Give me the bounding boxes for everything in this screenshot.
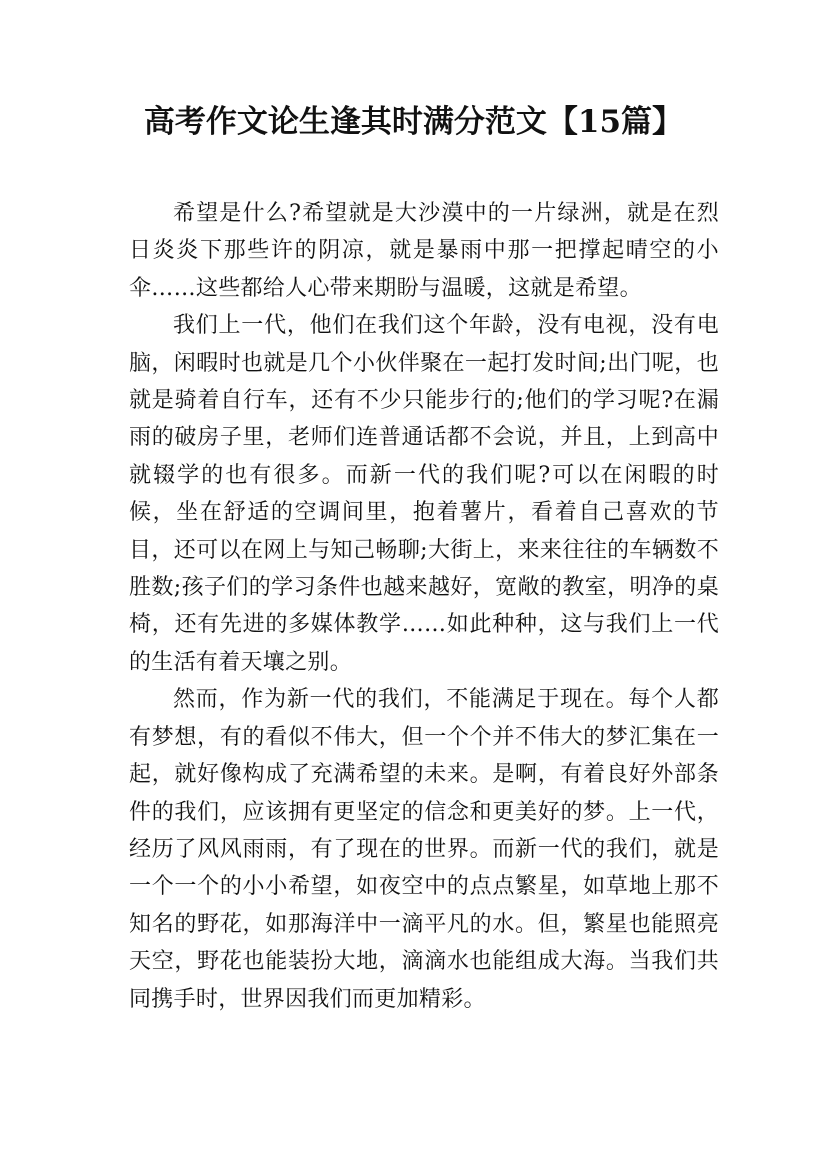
- paragraph-1: 希望是什么?希望就是大沙漠中的一片绿洲，就是在烈日炎炎下那些许的阴凉，就是暴雨中那一把撑起晴空的小伞……这些都给人心带来期盼与温暖，这就是希望。: [129, 201, 719, 301]
- document-title: 高考作文论生逢其时满分范文【15篇】: [143, 104, 684, 140]
- paragraph-3: 然而，作为新一代的我们，不能满足于现在。每个人都有梦想，有的看似不伟大，但一个个并不伟大的梦汇集在一起，就好像构成了充满希望的未来。是啊，有着良好外部条件的我们，应该拥有更坚定的信念和更美好的梦。上一代，经历了风风雨雨，有了现在的世界。而新一代的我们，就是一个一个的小小希望，如夜空中的点点繁星，如草地上那不知名的野花，如那海洋中一滴平凡的水。但，繁星也能照亮天空，野花也能装扮大地，滴滴水也能组成大海。当我们共同携手时，世界因我们而更加精彩。: [129, 687, 719, 1012]
- document-body: [129, 195, 719, 1018]
- paragraph-2: 我们上一代，他们在我们这个年龄，没有电视，没有电脑，闲暇时也就是几个小伙伴聚在一起打发时间;出门呢，也就是骑着自行车，还有不少只能步行的;他们的学习呢?在漏雨的破房子里，老师们连普通话都不会说，并且，上到高中就辍学的也有很多。而新一代的我们呢?可以在闲暇的时候，坐在舒适的空调间里，抱着薯片，看着自己喜欢的节目，还可以在网上与知己畅聊;大街上，来来往往的车辆数不胜数;孩子们的学习条件也越来越好，宽敞的教室，明净的桌椅，还有先进的多媒体教学……如此种种，这与我们上一代的生活有着天壤之别。: [129, 313, 719, 675]
